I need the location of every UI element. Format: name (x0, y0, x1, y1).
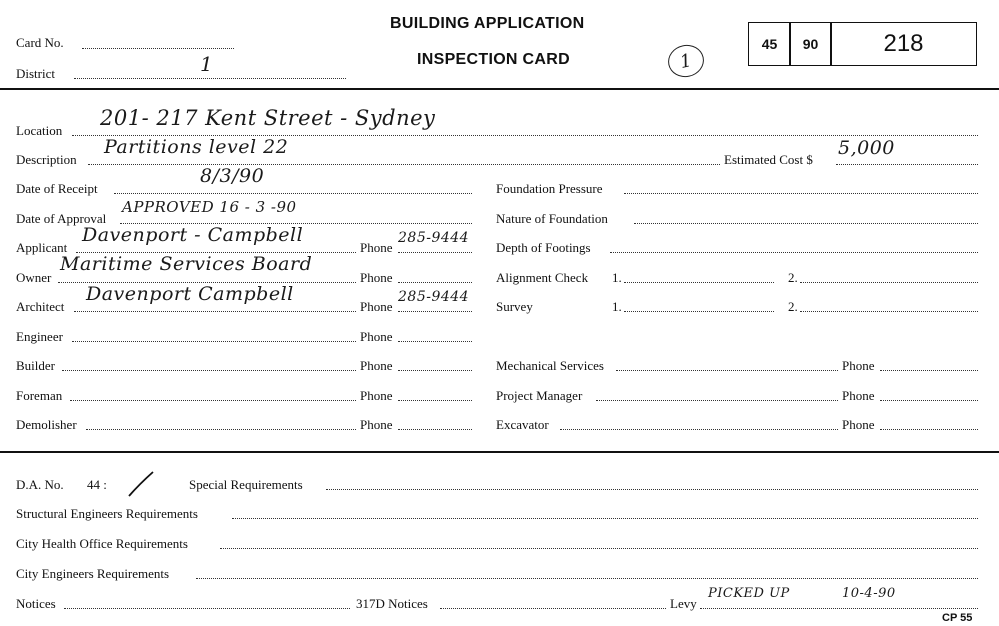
circled-mark-value: 1 (677, 49, 695, 73)
card-no-label: Card No. (16, 35, 64, 50)
applicant-label: Applicant (16, 240, 68, 255)
applicant-phone-value: 285-9444 (398, 230, 470, 246)
survey-1-label: 1. (612, 299, 622, 314)
architect-phone-value: 285-9444 (398, 289, 470, 305)
survey-2-field[interactable] (800, 309, 978, 312)
city-engineers-field[interactable] (196, 576, 978, 579)
structural-engineers-label: Structural Engineers Requirements (16, 506, 198, 521)
mechanical-services-label: Mechanical Services (496, 358, 604, 373)
notices-317d-label: 317D Notices (356, 596, 428, 611)
architect-label: Architect (16, 299, 65, 314)
foundation-pressure-label: Foundation Pressure (496, 181, 603, 196)
city-health-field[interactable] (220, 546, 978, 549)
district-value: 1 (200, 52, 214, 76)
estimated-cost-value: 5,000 (838, 137, 895, 159)
architect-phone-label: Phone (360, 299, 393, 314)
description-value: Partitions level 22 (104, 136, 289, 158)
district-field[interactable] (74, 76, 346, 79)
divider-bottom (0, 451, 999, 453)
nature-foundation-label: Nature of Foundation (496, 211, 608, 226)
levy-value: PICKED UP (708, 586, 790, 601)
alignment-check-1-field[interactable] (624, 280, 774, 283)
ref-box-1: 45 (748, 22, 791, 66)
survey-label: Survey (496, 299, 533, 314)
alignment-check-2-field[interactable] (800, 280, 978, 283)
owner-label: Owner (16, 270, 52, 285)
applicant-value: Davenport - Campbell (82, 224, 304, 246)
applicant-phone-label: Phone (360, 240, 393, 255)
form-code: CP 55 (942, 612, 973, 624)
date-receipt-value: 8/3/90 (200, 165, 265, 187)
foundation-pressure-field[interactable] (624, 191, 978, 194)
structural-engineers-field[interactable] (232, 516, 978, 519)
alignment-check-2-label: 2. (788, 270, 798, 285)
ref-box-2: 90 (789, 22, 832, 66)
survey-1-field[interactable] (624, 309, 774, 312)
survey-2-label: 2. (788, 299, 798, 314)
engineer-label: Engineer (16, 329, 63, 344)
da-no-label: D.A. No. (16, 477, 64, 492)
project-manager-field[interactable] (596, 398, 838, 401)
foreman-phone-label: Phone (360, 388, 393, 403)
demolisher-phone-field[interactable] (398, 427, 472, 430)
excavator-phone-label: Phone (842, 417, 875, 432)
notices-317d-field[interactable] (440, 606, 666, 609)
divider-top (0, 88, 999, 90)
demolisher-label: Demolisher (16, 417, 77, 432)
mechanical-services-field[interactable] (616, 368, 838, 371)
city-engineers-label: City Engineers Requirements (16, 566, 170, 581)
demolisher-phone-label: Phone (360, 417, 393, 432)
da-no-value: 44 : (87, 477, 107, 492)
notices-label: Notices (16, 596, 56, 611)
levy-field[interactable] (700, 606, 978, 609)
levy-date: 10-4-90 (842, 586, 896, 601)
project-manager-phone-field[interactable] (880, 398, 978, 401)
location-value: 201- 217 Kent Street - Sydney (100, 106, 436, 130)
applicant-phone-field[interactable] (398, 250, 472, 253)
demolisher-field[interactable] (86, 427, 356, 430)
excavator-field[interactable] (560, 427, 838, 430)
notices-field[interactable] (64, 606, 350, 609)
engineer-phone-field[interactable] (398, 339, 472, 342)
form-title-line1: BUILDING APPLICATION (390, 15, 585, 32)
project-manager-label: Project Manager (496, 388, 583, 403)
builder-phone-label: Phone (360, 358, 393, 373)
date-approval-label: Date of Approval (16, 211, 107, 226)
builder-label: Builder (16, 358, 55, 373)
form-title-line2: INSPECTION CARD (417, 51, 570, 68)
description-label: Description (16, 152, 77, 167)
builder-phone-field[interactable] (398, 368, 472, 371)
excavator-label: Excavator (496, 417, 549, 432)
date-receipt-label: Date of Receipt (16, 181, 98, 196)
description-field[interactable] (88, 162, 720, 165)
levy-label: Levy (670, 596, 697, 611)
special-requirements-field[interactable] (326, 487, 978, 490)
foreman-field[interactable] (70, 398, 356, 401)
engineer-field[interactable] (72, 339, 356, 342)
owner-value: Maritime Services Board (60, 253, 313, 275)
foreman-label: Foreman (16, 388, 63, 403)
date-approval-value: APPROVED 16 - 3 -90 (122, 198, 297, 216)
project-manager-phone-label: Phone (842, 388, 875, 403)
builder-field[interactable] (62, 368, 356, 371)
owner-phone-label: Phone (360, 270, 393, 285)
da-check-mark (126, 470, 156, 498)
owner-phone-field[interactable] (398, 280, 472, 283)
alignment-check-label: Alignment Check (496, 270, 589, 285)
estimated-cost-field[interactable] (836, 162, 978, 165)
district-label: District (16, 66, 55, 81)
depth-footings-label: Depth of Footings (496, 240, 591, 255)
special-requirements-label: Special Requirements (189, 477, 303, 492)
date-receipt-field[interactable] (114, 191, 472, 194)
alignment-check-1-label: 1. (612, 270, 622, 285)
mechanical-phone-label: Phone (842, 358, 875, 373)
estimated-cost-label: Estimated Cost $ (724, 152, 813, 167)
card-number-box: 218 (830, 22, 977, 66)
excavator-phone-field[interactable] (880, 427, 978, 430)
mechanical-phone-field[interactable] (880, 368, 978, 371)
card-no-field[interactable] (82, 46, 234, 49)
nature-foundation-field[interactable] (634, 221, 978, 224)
architect-field[interactable] (74, 309, 356, 312)
depth-footings-field[interactable] (610, 250, 978, 253)
architect-value: Davenport Campbell (86, 283, 294, 305)
circled-mark (665, 42, 707, 81)
foreman-phone-field[interactable] (398, 398, 472, 401)
location-label: Location (16, 123, 63, 138)
engineer-phone-label: Phone (360, 329, 393, 344)
city-health-label: City Health Office Requirements (16, 536, 188, 551)
architect-phone-field[interactable] (398, 309, 472, 312)
